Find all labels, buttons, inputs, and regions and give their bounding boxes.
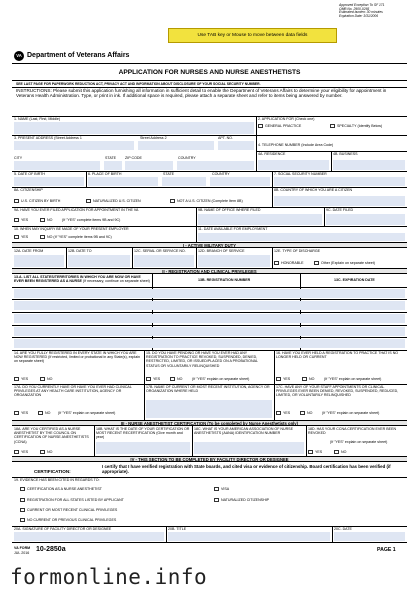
- checkbox-specialty[interactable]: [330, 124, 335, 128]
- name-field[interactable]: [14, 122, 254, 134]
- footer-form-number: 10-2850a: [36, 546, 66, 553]
- institution-label: 17B. NAME OF CURRENT OR MOST RECENT INSTITUTION, AGENCY OR ORGANIZATION WHERE HELD: [146, 385, 270, 394]
- ccna-certified-label: 18A. ARE YOU CERTIFIED AS A NURSE ANESTHETIST BY THE COUNCIL ON CERTIFICATION OF NURSE ANESTHETISTS (CCNA): [14, 427, 89, 444]
- other-discharge-option[interactable]: [314, 261, 375, 265]
- checkbox-q18d-yes[interactable]: [308, 450, 313, 454]
- honorable-option[interactable]: [274, 261, 304, 265]
- q15-yes-label: YES: [153, 377, 161, 381]
- omb-line-3: Estimated burden: 30 minutes: [339, 10, 383, 15]
- evidence-registration-label: REGISTRATION FOR ALL STATES LISTED BY APPLICANT: [27, 498, 124, 502]
- country-citizen-label: 8B. COUNTRY OF WHICH YOU ARE A CITIZEN: [274, 188, 353, 192]
- see-last-page: SEE LAST PAGE FOR PAPERWORK REDUCTION ACT, PRIVACY ACT AND INFORMATION ABOUT DISCLOSURE OF YOUR SOCIAL SECURITY NUMBER.: [16, 82, 261, 86]
- ssn-label: 7. SOCIAL SECURITY NUMBER: [274, 172, 327, 176]
- checkbox-evidence-visa[interactable]: [214, 487, 219, 491]
- q17c-no-option[interactable]: [300, 411, 312, 415]
- ssn-field[interactable]: [274, 177, 405, 186]
- state-field[interactable]: [104, 161, 122, 170]
- checkbox-q17c-no[interactable]: [300, 411, 305, 415]
- filed-yes-option[interactable]: [14, 218, 28, 222]
- date-filed-label: 9C. DATE FILED: [326, 208, 354, 212]
- institution-field[interactable]: [146, 400, 272, 418]
- q16-note: (If "YES" explain on separate sheet): [324, 377, 382, 381]
- filed-no-label: NO: [47, 218, 53, 222]
- certification-date-label: 18B. WHAT IS THE DATE OF YOUR CERTIFICATION OR MOST RECENT RECERTIFICATION (Give month and year): [96, 427, 190, 440]
- inquiry-label: 10. WHEN MAY INQUIRY BE MADE OF YOUR PRESENT EMPLOYER: [14, 227, 129, 231]
- no-longer-held-label: 16. HAVE YOU EVER HELD A REGISTRATION TO PRACTICE THAT IS NO LONGER HELD OR CURRENT: [276, 351, 399, 360]
- specialty-label: SPECIALTY (Identify Below): [337, 124, 383, 128]
- checkbox-evidence-no-privileges[interactable]: [20, 518, 25, 522]
- checkbox-naturalized[interactable]: [86, 199, 91, 203]
- evidence-naturalized-option[interactable]: [214, 498, 269, 502]
- checkbox-q16-yes[interactable]: [276, 377, 281, 381]
- inquiry-no-label: NO (If "YES" complete items 9B and 9C): [47, 235, 112, 239]
- q14-no-label: NO: [47, 377, 53, 381]
- serial-field[interactable]: [134, 255, 194, 267]
- q17c-no-label: NO: [307, 411, 313, 415]
- certification-label: CERTIFICATION:: [34, 469, 71, 474]
- residence-phone-field[interactable]: [258, 160, 329, 170]
- clinical-privileges-label: 17A. DO YOU CURRENTLY HAVE OR HAVE YOU EVER HAD CLINICAL PRIVILEGES AT ANY HEALTH CARE INSTITUTION, AGENCY OR ORGANIZATION: [14, 385, 132, 398]
- q16-yes-option[interactable]: [276, 377, 290, 381]
- title-field[interactable]: [168, 532, 330, 541]
- q17c-yes-option[interactable]: [276, 411, 290, 415]
- q17c-yes-label: YES: [283, 411, 291, 415]
- fully-registered-label: 14. ARE YOU FULLY REGISTERED IN EVERY STATE IN WHICH YOU ARE NOW REGISTERED (If restricted, limited or probational in any State(s), explain on separate sheet): [14, 351, 141, 364]
- evidence-current-privileges-option[interactable]: [20, 508, 117, 512]
- evidence-no-privileges-option[interactable]: [20, 518, 116, 522]
- q17a-no-option[interactable]: [38, 411, 50, 415]
- appointments-denied-label: 17C. HAVE ANY OF YOUR STAFF APPOINTMENTS OR CLINICAL PRIVILEGES EVER BEEN DENIED, REVOKED, SUSPENDED, REDUCED, LIMITED, OR VOLUNTARILY RELINQUISHED: [276, 385, 399, 398]
- evidence-anesthetist-option[interactable]: [20, 487, 102, 491]
- q17a-yes-label: YES: [21, 411, 29, 415]
- mil-date-from-label: 12A. DATE FROM: [14, 249, 44, 253]
- checkbox-evidence-anesthetist[interactable]: [20, 487, 25, 491]
- inquiry-yes-option[interactable]: [14, 235, 28, 239]
- q18d-no-label: NO: [341, 450, 347, 454]
- footer-page: PAGE 1: [377, 547, 396, 553]
- registration-row-2[interactable]: [14, 301, 405, 310]
- q15-yes-option[interactable]: [146, 377, 160, 381]
- filed-note: (If "YES" complete items 9B and 9C): [62, 218, 121, 222]
- evidence-visa-label: VISA: [221, 487, 230, 491]
- evidence-current-privileges-label: CURRENT OR MOST RECENT CLINICAL PRIVILEGES: [27, 508, 118, 512]
- omb-line-1: Approved Exception To SF 171: [339, 3, 385, 7]
- q16-yes-label: YES: [283, 377, 291, 381]
- q18a-yes-label: YES: [21, 450, 29, 454]
- honorable-label: HONORABLE: [281, 261, 304, 265]
- q18d-note: (If "YES" explain on separate sheet): [330, 440, 388, 444]
- date-available-field[interactable]: [198, 233, 405, 241]
- business-phone-field[interactable]: [333, 160, 405, 170]
- checkbox-q17a-yes[interactable]: [14, 411, 19, 415]
- mil-date-to-field[interactable]: [68, 255, 130, 267]
- omb-line-2: OMB No. 2900-0265: [339, 6, 370, 11]
- states-registered-text: 13.A. LIST ALL STATES/TERRITORIES IN WHICH YOU ARE NOW OR HAVE EVER BEEN REGISTERED AS A NURSE: [14, 275, 141, 284]
- branch-label: 12D. BRANCH OF SERVICE: [198, 249, 245, 253]
- q14-yes-label: YES: [21, 377, 29, 381]
- q14-yes-option[interactable]: [14, 377, 28, 381]
- checkbox-evidence-registration[interactable]: [20, 498, 25, 502]
- checkbox-not-citizen[interactable]: [170, 199, 175, 203]
- mil-date-to-label: 12B. DATE TO: [68, 249, 92, 253]
- q14-no-option[interactable]: [40, 377, 52, 381]
- q18a-no-option[interactable]: [40, 450, 52, 454]
- registration-row-4[interactable]: [14, 327, 405, 336]
- aana-number-field[interactable]: [194, 442, 304, 454]
- not-citizen-label: NOT A U.S. CITIZEN (Complete Item 8B): [177, 199, 243, 203]
- q17c-note: (If "YES" explain on separate sheet): [322, 411, 380, 415]
- checkbox-q18a-no[interactable]: [40, 450, 45, 454]
- checkbox-q15-no[interactable]: [170, 377, 175, 381]
- mil-date-from-field[interactable]: [14, 255, 64, 267]
- filed-no-option[interactable]: [40, 218, 52, 222]
- apt-field[interactable]: [218, 141, 254, 150]
- business-label: 4B. BUSINESS: [333, 152, 358, 156]
- revoked-label: 15. DO YOU HAVE PENDING OR HAVE YOU EVER HAD ANY REGISTRATION TO PRACTICE REVOKED, SUSPENDED, DENIED, RESTRICTED, LIMITED, OR ISSUED/PLACED ON A PROBATIONAL STATUS OR VOLUNTARILY RELINQUISHED: [146, 351, 258, 368]
- citizenship-label: 8A. CITIZENSHIP: [14, 188, 43, 192]
- tab-banner: [168, 28, 337, 43]
- city-label: CITY: [14, 156, 23, 160]
- application-general-option[interactable]: [258, 124, 301, 128]
- omb-line-4: Expiration Date: 3/31/2006: [339, 13, 379, 18]
- pob-label: 6. PLACE OF BIRTH: [88, 172, 122, 176]
- checkbox-inquiry-no[interactable]: [40, 235, 45, 239]
- date-filed-field[interactable]: [326, 214, 405, 225]
- pob-country-field[interactable]: [210, 177, 270, 186]
- q18d-no-option[interactable]: [334, 450, 346, 454]
- title-label: 20B. TITLE: [168, 527, 187, 531]
- evidence-anesthetist-label: CERTIFICATION AS A NURSE ANESTHETIST: [27, 487, 102, 491]
- states-registered-note: (If necessary, continue on separate sheet): [82, 279, 150, 284]
- filed-before-label: 9A. HAVE YOU EVER FILED APPLICATION FOR APPOINTMENT IN THE VA: [14, 208, 139, 212]
- street2-label: Street Address 2: [140, 136, 167, 140]
- date-signed-field[interactable]: [334, 532, 405, 541]
- checkbox-q14-no[interactable]: [40, 377, 45, 381]
- evidence-no-privileges-label: NO CURRENT OR PREVIOUS CLINICAL PRIVILEGES: [27, 518, 117, 522]
- inquiry-yes-label: YES: [21, 235, 29, 239]
- address-label: 3. PRESENT ADDRESS (Street Address 1: [14, 136, 82, 140]
- pob-country-label: COUNTRY: [212, 172, 230, 176]
- signature-field[interactable]: [14, 532, 164, 541]
- evidence-visa-option[interactable]: [214, 487, 229, 491]
- application-for-label: 2. APPLICATION FOR (Check one): [258, 117, 315, 121]
- q16-no-option[interactable]: [302, 377, 314, 381]
- registration-row-5[interactable]: [14, 339, 405, 348]
- checkbox-q18d-no[interactable]: [334, 450, 339, 454]
- residence-label: 4A. RESIDENCE: [258, 152, 286, 156]
- certification-date-field[interactable]: [96, 442, 190, 454]
- pob-state-field[interactable]: [162, 177, 206, 186]
- checkbox-q14-yes[interactable]: [14, 377, 19, 381]
- pob-state-label: STATE: [163, 172, 175, 176]
- branch-field[interactable]: [198, 255, 270, 267]
- checkbox-filed-yes[interactable]: [14, 218, 19, 222]
- naturalized-label: NATURALIZED U.S. CITIZEN: [93, 199, 141, 203]
- section-2-header: II - REGISTRATION AND CLINICAL PRIVILEGES: [12, 268, 407, 274]
- serial-label: 12C. SERIAL OR SERVICE NO.: [134, 249, 186, 253]
- footer-date: JUL 2016: [14, 551, 30, 555]
- checkbox-q17a-no[interactable]: [38, 411, 43, 415]
- checkbox-filed-no[interactable]: [40, 218, 45, 222]
- state-label: STATE: [105, 156, 117, 160]
- checkbox-citizen-birth[interactable]: [14, 199, 19, 203]
- registration-number-label: 13B. REGISTRATION NUMBER: [198, 278, 251, 282]
- zip-label: ZIP CODE: [125, 156, 142, 160]
- registration-row-3[interactable]: [14, 314, 405, 323]
- evidence-label: 19. EVIDENCE HAS BEEN CITED IN REGARDS TO:: [14, 478, 100, 482]
- application-specialty-option[interactable]: [330, 124, 382, 128]
- date-signed-label: 20C. DATE: [334, 527, 352, 531]
- checkbox-other-discharge[interactable]: [314, 261, 319, 265]
- checkbox-q15-yes[interactable]: [146, 377, 151, 381]
- date-available-label: 11. DATE AVAILABLE FOR EMPLOYMENT: [198, 227, 268, 231]
- checkbox-q17c-yes[interactable]: [276, 411, 281, 415]
- signature-label: 20A. SIGNATURE OF FACILITY DIRECTOR OR DESIGNEE: [14, 527, 112, 531]
- footer-va-form: VA FORM: [14, 546, 31, 550]
- q18d-yes-label: YES: [315, 450, 323, 454]
- city-field[interactable]: [14, 161, 100, 170]
- name-label: 1. NAME (Last, First, Middle): [14, 117, 61, 121]
- watermark-text: formonline.info: [10, 565, 208, 589]
- citizen-birth-label: U.S. CITIZEN BY BIRTH: [21, 199, 61, 203]
- states-registered-label: [14, 275, 150, 283]
- zip-field[interactable]: [125, 161, 173, 170]
- q15-no-option[interactable]: [170, 377, 182, 381]
- office-filed-label: 9B. NAME OF OFFICE WHERE FILED: [198, 208, 261, 212]
- q15-note: (If "YES" explain on separate sheet): [192, 377, 250, 381]
- general-label: GENERAL PRACTICE: [265, 124, 302, 128]
- q15-no-label: NO: [177, 377, 183, 381]
- street1-field[interactable]: [14, 141, 134, 150]
- q17a-note: (If "YES" explain on separate sheet): [58, 411, 116, 415]
- checkbox-q16-no[interactable]: [302, 377, 307, 381]
- page-title: APPLICATION FOR NURSES AND NURSE ANESTHETISTS: [118, 69, 301, 76]
- naturalized-option[interactable]: [86, 199, 141, 203]
- street2-field[interactable]: [138, 141, 214, 150]
- checkbox-evidence-current-privileges[interactable]: [20, 508, 25, 512]
- country-label: COUNTRY: [178, 156, 196, 160]
- registration-row-1[interactable]: [14, 289, 405, 298]
- q17a-no-label: NO: [45, 411, 51, 415]
- evidence-registration-option[interactable]: [20, 498, 124, 502]
- checkbox-q18a-yes[interactable]: [14, 450, 19, 454]
- office-filed-field[interactable]: [198, 214, 322, 225]
- citizen-birth-option[interactable]: [14, 199, 60, 203]
- certification-text: I certify that I have verified registration with State boards, and cited visa or evidence of citizenship. Board certification has been verified (if appropriate).: [102, 464, 391, 475]
- dob-label: 5. DATE OF BIRTH: [14, 172, 46, 176]
- ccna-revoked-label: 18D. HAS YOUR CCNA CERTIFICATION EVER BEEN REVOKED: [308, 427, 397, 436]
- instructions: INSTRUCTIONS: Please submit this application furnishing all information in sufficient detail to enable the Department of Veterans Affairs to determine your eligibility for appointment in Veterans Health Administration. Type, or print in ink. If additional space is required, please attach a separate sheet and refer to items being answered by number.: [16, 88, 387, 99]
- q16-no-label: NO: [309, 377, 315, 381]
- not-citizen-option[interactable]: [170, 199, 243, 203]
- discharge-label: 12E. TYPE OF DISCHARGE: [274, 249, 321, 253]
- evidence-naturalized-label: NATURALIZED CITIZENSHIP: [221, 498, 270, 502]
- tab-banner-text: Use TAB key or Mouse to move between data fields: [197, 33, 308, 38]
- checkbox-honorable[interactable]: [274, 261, 279, 265]
- q18a-no-label: NO: [47, 450, 53, 454]
- dob-field[interactable]: [14, 177, 84, 186]
- agency-name: Department of Veterans Affairs: [27, 52, 130, 59]
- q17a-yes-option[interactable]: [14, 411, 28, 415]
- expiration-date-label: 13C. EXPIRATION DATE: [334, 278, 375, 282]
- q18d-yes-option[interactable]: [308, 450, 322, 454]
- section-3-header: III - NURSE ANESTHETIST CERTIFICATION (To be completed by Nurse Anesthetists only): [12, 420, 407, 426]
- filed-yes-label: YES: [21, 218, 29, 222]
- telephone-label: 4. TELEPHONE NUMBER (Include Area Code): [258, 143, 334, 147]
- checkbox-inquiry-yes[interactable]: [14, 235, 19, 239]
- other-discharge-label: Other (Explain on separate sheet): [321, 261, 375, 265]
- checkbox-general[interactable]: [258, 124, 263, 128]
- section-4-header: IV - THIS SECTION TO BE COMPLETED BY FACILITY DIRECTOR OR DESIGNEE: [12, 456, 407, 462]
- pob-city-field[interactable]: [88, 177, 158, 186]
- checkbox-evidence-naturalized[interactable]: [214, 498, 219, 502]
- aana-number-label: 18C. WHAT IS YOUR AMERICAN ASSOCIATION OF NURSE ANESTHETISTS (AANA) IDENTIFICATION NUMBER: [194, 427, 293, 436]
- q18a-yes-option[interactable]: [14, 450, 28, 454]
- country-field[interactable]: [177, 161, 254, 170]
- va-seal-icon: VA: [14, 51, 24, 61]
- country-citizen-field[interactable]: [274, 196, 405, 206]
- apt-label: APT. NO.: [218, 136, 233, 140]
- inquiry-no-option[interactable]: [40, 235, 112, 239]
- section-1-header: I - ACTIVE MILITARY DUTY: [12, 242, 407, 248]
